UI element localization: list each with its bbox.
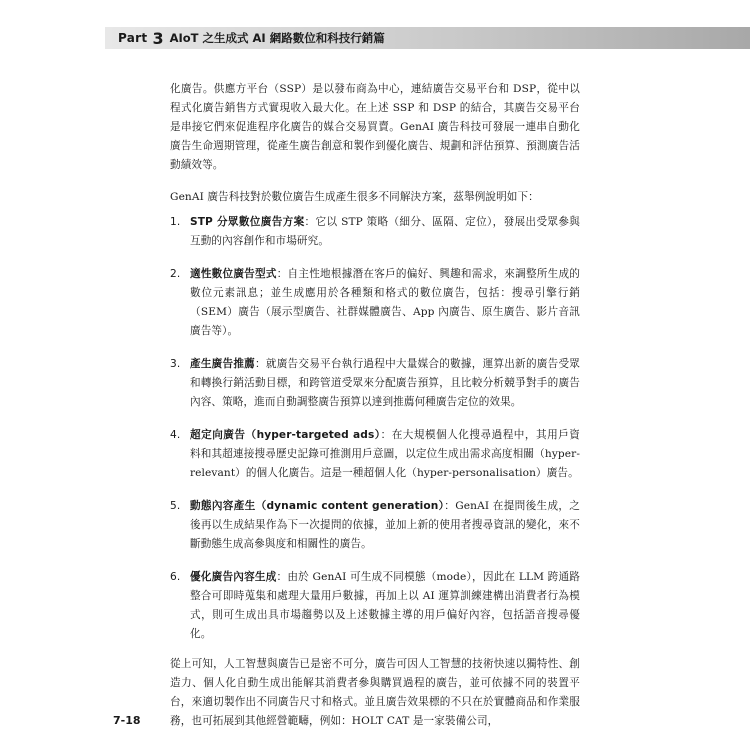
list-item (170, 426, 580, 483)
list-item (170, 497, 580, 554)
part-number: 3 (152, 28, 164, 48)
list-item-text: ：由於 GenAI 可生成不同模態（mode），因此在 LLM 跨通路整合可即時蒐集和處理大量用戶數據，再加上以 AI 運算訓練建構出消費者行為模式，則可生成出具市場趨勢以及上述數據主導的用戶偏好內容，包括語音搜尋優化。 (190, 571, 580, 640)
list-item-body (190, 213, 580, 251)
lead-paragraph: GenAI 廣告科技對於數位廣告生成產生很多不同解決方案，茲舉例說明如下： (170, 191, 539, 203)
list-item-text: ：在大規模個人化搜尋過程中，其用戶資料和其超連接搜尋歷史記錄可推測用戶意圖，以定位生成出需求高度相關（hyper-relevant）的個人化廣告。這是一種超個人化（hyper-personalisation）廣告。 (190, 429, 580, 479)
list-item-number: 2. (170, 268, 181, 280)
chapter-header (118, 29, 385, 47)
list-item-text: ：它以 STP 策略（細分、區隔、定位），發展出受眾參與互動的內容創作和市場研究。 (190, 216, 580, 247)
list-item (170, 355, 580, 412)
list-item-term: 產生廣告推薦 (190, 358, 256, 370)
page-number: 7-18 (113, 714, 141, 727)
list-item-body (190, 355, 580, 412)
list-item-term: 超定向廣告（hyper-targeted ads） (190, 429, 381, 441)
list-item-text: ：自主性地根據潛在客戶的偏好、興趣和需求，來調整所生成的數位元素訊息；並生成應用於各種類和格式的數位廣告，包括：搜尋引擎行銷（SEM）廣告（展示型廣告、社群媒體廣告、App 內廣告、原生廣告、影片音訊廣告等）。 (190, 268, 580, 337)
list-item-term: 適性數位廣告型式 (190, 268, 277, 280)
chapter-title: AIoT 之生成式 AI 網路數位和科技行銷篇 (169, 31, 385, 45)
list-item (170, 265, 580, 341)
list-item-text: ：就廣告交易平台執行過程中大量媒合的數據，運算出新的廣告受眾和轉換行銷活動目標，和跨管道受眾來分配廣告預算，且比較分析競爭對手的廣告內容、策略，進而自動調整廣告預算以達到推薦何種廣告定位的效果。 (190, 358, 580, 408)
list-item-number: 5. (170, 500, 181, 512)
solutions-list (170, 213, 580, 644)
list-item-number: 3. (170, 358, 181, 370)
list-item-body (190, 568, 580, 644)
list-item-number: 4. (170, 429, 181, 441)
list-item-term: STP 分眾數位廣告方案 (190, 216, 305, 228)
intro-paragraph: 化廣告。供應方平台（SSP）是以發布商為中心，連結廣告交易平台和 DSP，從中以程式化廣告銷售方式實現收入最大化。在上述 SSP 和 DSP 的結合，其廣告交易平台是串接它們來促進程序化廣告的媒合交易買賣。GenAI 廣告科技可發展一連串自動化廣告生命週期管理，從產生廣告創意和製作到優化廣告、規劃和評估預算、預測廣告活動績效等。 (170, 83, 580, 171)
part-label: Part (118, 31, 148, 45)
closing-paragraph: 從上可知，人工智慧與廣告已是密不可分，廣告可因人工智慧的技術快速以獨特性、創造力、個人化自動生成出能解其消費者參與購買過程的廣告，並可依據不同的裝置平台，來適切製作出不同廣告尺寸和格式。並且廣告效果標的不只在於實體商品和作業服務，也可拓展到其他經營範疇，例如：HOLT CAT 是一家裝備公司， (170, 658, 580, 727)
list-item-body (190, 497, 580, 554)
list-item-term: 優化廣告內容生成 (190, 571, 277, 583)
list-item-body (190, 265, 580, 341)
page-body (170, 80, 580, 731)
list-item-body (190, 426, 580, 483)
list-item (170, 568, 580, 644)
list-item-term: 動態內容產生（dynamic content generation） (190, 500, 445, 512)
list-item-number: 1. (170, 216, 181, 228)
list-item-text: ：GenAI 在提問後生成，之後再以生成結果作為下一次提問的依據，並加上新的使用者搜尋資訊的變化，來不斷動態生成高參與度和相關性的廣告。 (190, 500, 580, 550)
list-item (170, 213, 580, 251)
list-item-number: 6. (170, 571, 181, 583)
